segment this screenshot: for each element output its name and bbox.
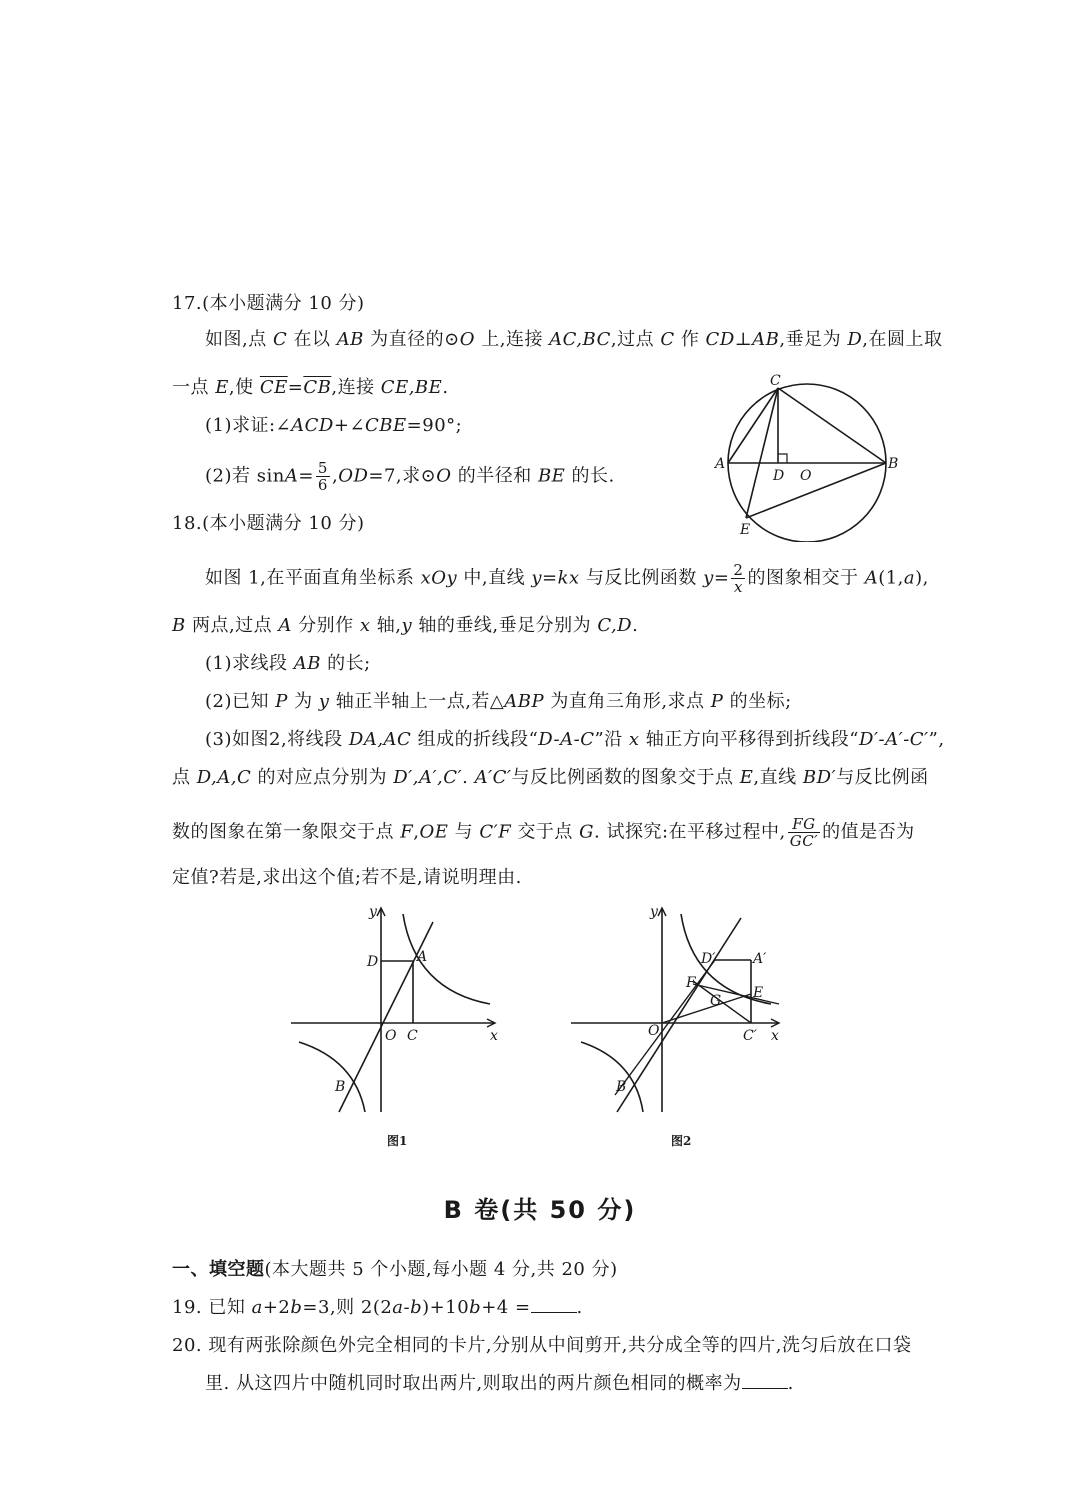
q18-var: A (864, 567, 879, 589)
fraction-den: x (733, 578, 743, 596)
q17-var: ACD (291, 415, 334, 436)
q17-text: 的长. (565, 465, 615, 487)
label-o: O (385, 1028, 397, 1044)
segment-cb (778, 388, 886, 463)
right-angle-mark (778, 454, 787, 463)
q18-text: 的值是否为 (822, 821, 915, 843)
line-e-extension (693, 984, 779, 1004)
q18-text: ”沿 (594, 729, 629, 750)
q18-text: (3)如图2,将线段 (205, 729, 349, 750)
q18-text: 如图 1,在平面直角坐标系 (205, 567, 421, 589)
q18-text: 轴正半轴上一点,若△ (329, 691, 505, 712)
q17-var: O (459, 329, 475, 350)
q20-line1: 20. 现有两张除颜色外完全相同的卡片,分别从中间剪开,共分成全等的四片,洗匀后放在口袋 (172, 1335, 912, 1356)
label-c: C (770, 373, 781, 389)
label-y: y (369, 904, 377, 920)
label-d: D (367, 954, 379, 970)
label-a: A (715, 456, 726, 472)
q17-var: BE (537, 465, 566, 487)
label-c: C (407, 1028, 418, 1044)
q17-text: =90°; (406, 415, 463, 436)
q18-text: 轴正方向平移得到折线段“ (639, 729, 860, 750)
q18-var: a (903, 567, 916, 589)
section-note: (本大题共 5 个小题,每小题 4 分,共 20 分) (264, 1259, 618, 1280)
q18-part2 (205, 690, 792, 714)
q18-text: ”, (928, 729, 945, 750)
fraction-num: 2 (733, 561, 744, 579)
label-y: y (650, 904, 658, 920)
q18-var: A′C′ (474, 767, 512, 788)
q19-text: 19. 已知 (172, 1297, 252, 1318)
q17-text: ,在圆上取 (862, 329, 943, 350)
q18-var: A (278, 615, 292, 636)
q18-text: 与 (448, 821, 480, 843)
q18-text: 轴, (370, 615, 402, 636)
q17-var: OD (338, 465, 369, 487)
q18-line2 (172, 614, 638, 638)
part-b-title: B 卷(共 50 分) (443, 1196, 637, 1224)
q17-text: ,连接 (331, 377, 381, 398)
fraction-num: FG (788, 816, 820, 833)
label-x: x (490, 1028, 498, 1044)
fraction-num: 5 (317, 459, 328, 477)
q18-var: P (710, 691, 724, 712)
arc-ce: $\overline{CE}$ (259, 377, 288, 398)
q17-var: AC,BC (549, 329, 611, 350)
q17-text: (1)求证:∠ (205, 415, 292, 436)
fraction (316, 460, 330, 493)
q18-text: , (413, 821, 420, 843)
q18-text: 分别作 (291, 615, 360, 636)
q17-text: 为直径的⊙ (363, 329, 460, 350)
q18-var: BD′ (802, 767, 837, 788)
q18-var: C′F (479, 821, 512, 843)
q18-text: 交于点 (511, 821, 580, 843)
q19-text: =3,则 2(2 (302, 1297, 393, 1318)
hyperbola-third-quadrant (299, 1042, 365, 1112)
q18-var: x (359, 615, 371, 636)
q18-text: 点 (172, 767, 197, 788)
q18-var: D′-A′-C′ (859, 729, 929, 750)
q18-figure-1 (285, 900, 515, 1160)
q18-var: P (275, 691, 288, 712)
q18-figure-2 (565, 900, 805, 1160)
q18-var: xOy (420, 567, 458, 589)
q18-var: y (703, 567, 714, 589)
q17-text: 如图,点 (205, 329, 273, 350)
segment-oe (662, 994, 751, 1023)
segment-be (746, 463, 886, 518)
q18-text: = (713, 567, 730, 589)
q17-var: A (284, 465, 299, 487)
q18-text: 轴的垂线,垂足分别为 (412, 615, 598, 636)
q18-header: 18.(本小题满分 10 分) (172, 513, 365, 534)
q20-text: . (787, 1373, 794, 1394)
q19-var: b (290, 1297, 303, 1318)
q18-var: G (579, 821, 595, 843)
q18-var: D′,A′,C′ (393, 767, 463, 788)
label-e: E (740, 522, 751, 538)
q17-text: . (442, 377, 449, 398)
q17-var: E (215, 377, 229, 398)
q20-line2 (205, 1372, 794, 1396)
q17-text: 上,连接 (475, 329, 550, 350)
q18-var: D-A-C (538, 729, 595, 750)
q18-var: F (400, 821, 414, 843)
q18-text: 的坐标; (723, 691, 792, 712)
q17-circle-figure (710, 372, 910, 542)
figure-caption: 图1 (387, 1134, 408, 1148)
label-x: x (771, 1028, 779, 1044)
q17-part2 (205, 460, 615, 493)
q18-line4 (172, 766, 929, 790)
q18-var: DA,AC (348, 729, 412, 750)
figure-caption: 图2 (671, 1134, 692, 1148)
label-a-prime: A′ (753, 951, 767, 967)
hyperbola-third-quadrant (581, 1042, 643, 1112)
q17-text: , (331, 465, 339, 487)
q20-text: 里. 从这四片中随机同时取出两片,则取出的两片颜色相同的概率为 (205, 1373, 742, 1394)
q19-var: a (251, 1297, 263, 1318)
q19-var: b (410, 1297, 423, 1318)
q18-var: x (628, 729, 640, 750)
q17-text: 一点 (172, 377, 216, 398)
line-od (617, 918, 741, 1112)
q18-part1 (205, 652, 371, 676)
q17-text: +∠ (333, 415, 366, 436)
q18-var: E (739, 767, 754, 788)
q18-var: y (318, 691, 330, 712)
q17-var: CE,BE (380, 377, 443, 398)
q17-text: = (298, 465, 314, 487)
q18-text: 与反比例函数 (579, 567, 704, 589)
label-b: B (616, 1079, 627, 1095)
q18-text: 为直角三角形,求点 (544, 691, 711, 712)
q18-line5 (172, 816, 915, 849)
q18-var: y=kx (531, 567, 580, 589)
q17-text: 的半径和 (451, 465, 538, 487)
q19-text: - (403, 1297, 411, 1318)
q17-text: 作 (674, 329, 706, 350)
q17-text: 在以 (287, 329, 337, 350)
q18-text: 中,直线 (457, 567, 532, 589)
answer-blank (742, 1372, 788, 1389)
q17-text: = (287, 377, 304, 398)
q19-text: +4 = (481, 1297, 531, 1318)
q18-text: 数的图象在第一象限交于点 (172, 821, 401, 843)
q18-var: D,A,C (196, 767, 252, 788)
fill-in-section-header (172, 1258, 618, 1282)
q18-text: . (632, 615, 639, 636)
label-e: E (753, 985, 764, 1001)
q17-part1 (205, 414, 462, 438)
label-d: D (773, 468, 785, 484)
fraction (788, 816, 820, 849)
q17-text: =7,求⊙ (368, 465, 437, 487)
label-o: O (648, 1023, 660, 1039)
q17-var: O (436, 465, 452, 487)
q18-text: (1)求线段 (205, 653, 294, 674)
q17-line1 (205, 328, 943, 352)
label-f: F (686, 975, 696, 991)
label-d-prime: D′ (701, 951, 716, 967)
arc-cb: $\overline{CB}$ (303, 377, 332, 398)
label-g: G (710, 993, 722, 1009)
fraction (731, 562, 745, 595)
q18-text: 两点,过点 (185, 615, 279, 636)
q18-text: 与反比例函数的图象交于点 (511, 767, 740, 788)
q19 (172, 1296, 583, 1320)
q17-text: (2)若 sin (205, 465, 285, 487)
q17-var: C (660, 329, 675, 350)
q18-text: 为 (287, 691, 319, 712)
q18-text: ,直线 (753, 767, 803, 788)
q19-var: b (469, 1297, 482, 1318)
q17-var: CD⊥AB (705, 329, 780, 350)
label-o: O (800, 468, 812, 484)
q18-text: 组成的折线段“ (411, 729, 539, 750)
q17-text: ,垂足为 (779, 329, 848, 350)
q17-text: ,使 (228, 377, 260, 398)
q19-var: a (392, 1297, 404, 1318)
q18-text: 的图象相交于 (747, 567, 865, 589)
q17-line2 (172, 376, 449, 400)
fraction-den: 6 (317, 476, 328, 494)
q18-var: AB (293, 653, 321, 674)
q18-var: y (401, 615, 413, 636)
fraction-den: GC′ (789, 832, 819, 850)
q17-var: CBE (365, 415, 407, 436)
q18-text: (1, (878, 567, 904, 589)
q18-text: 的对应点分别为 (251, 767, 394, 788)
segment-c-prime-f (693, 981, 751, 1023)
q18-var: ABP (504, 691, 545, 712)
q18-text: . (462, 767, 475, 788)
answer-blank (531, 1296, 577, 1313)
label-b: B (888, 456, 899, 472)
q18-text: 的长; (320, 653, 371, 674)
q17-var: AB (336, 329, 364, 350)
label-a: A (417, 949, 428, 965)
line-bd-prime (615, 960, 715, 1095)
q18-text: 与反比例函 (836, 767, 929, 788)
q18-line1 (205, 562, 929, 595)
q17-header: 17.(本小题满分 10 分) (172, 293, 365, 314)
q17-text: ,过点 (610, 329, 661, 350)
q19-text: . (576, 1297, 583, 1318)
q18-part3 (205, 728, 945, 752)
segment-ac (728, 388, 778, 463)
label-c-prime: C′ (743, 1028, 757, 1044)
q18-text: (2)已知 (205, 691, 276, 712)
q19-text: )+10 (422, 1297, 470, 1318)
q17-var: C (272, 329, 288, 350)
q18-var: OE (419, 821, 449, 843)
label-b: B (335, 1079, 346, 1095)
q18-line6: 定值?若是,求出这个值;若不是,请说明理由. (172, 867, 522, 888)
q18-text: ), (915, 567, 929, 589)
q18-var: C,D (597, 615, 633, 636)
q19-text: +2 (262, 1297, 291, 1318)
section-title: 一、填空题 (172, 1259, 265, 1280)
q17-var: D (847, 329, 863, 350)
q18-var: B (172, 615, 186, 636)
q18-text: . 试探究:在平移过程中, (594, 821, 786, 843)
